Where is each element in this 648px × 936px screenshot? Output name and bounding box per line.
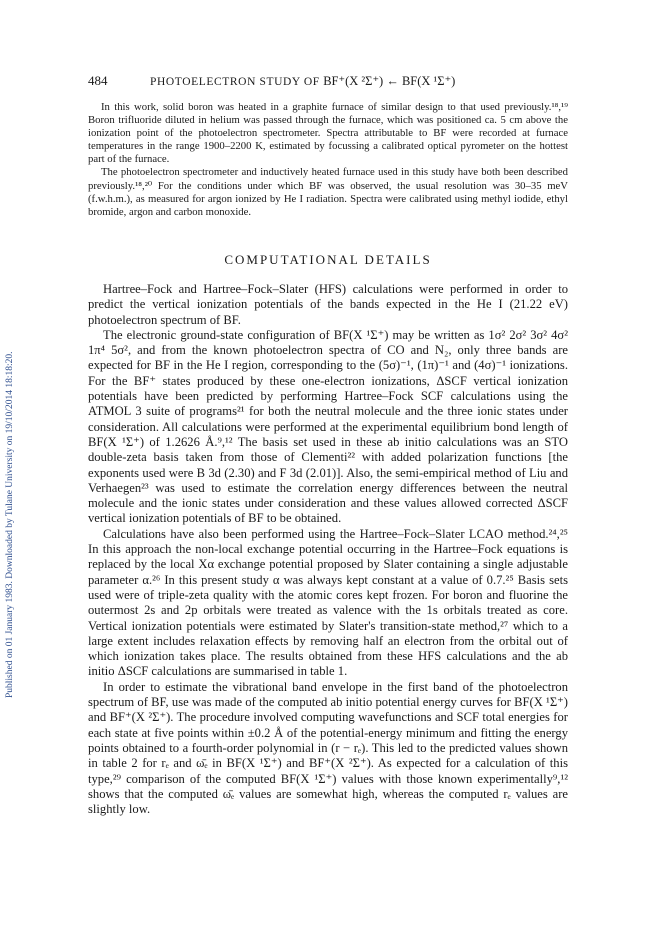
paragraph: In order to estimate the vibrational band envelope in the first band of the photoelectron spectrum of BF, use was made of the computed ab initio potential energy curves for BF(X ¹Σ⁺) and BF⁺(X ²Σ⁺). The procedure involved computing wavefunctions and SCF total energies for each state at five points within ±0.2 Å of the potential-energy minimum and fitting the energy points obtained to a fourth-order polynomial in (r − rₑ). This led to the predicted values shown in table 2 for rₑ and ω̄ₑ in BF(X ¹Σ⁺) and BF⁺(X ²Σ⁺). As expected for a calculation of this type,²⁹ comparison of the computed BF(X ¹Σ⁺) values with those known experimentally⁹,¹² shows that the computed ω̄ₑ values are somewhat high, whereas the computed rₑ values are slightly low. — [88, 679, 568, 817]
section-heading: COMPUTATIONAL DETAILS — [224, 252, 432, 267]
paragraph: Calculations have also been performed using the Hartree–Fock–Slater LCAO method.²⁴,²⁵ In this approach the non-local exchange potential occurring in the Hartree–Fock equations is replaced by the local Xα exchange potential proposed by Slater containing a single adjustable parameter α.²⁶ In this present study α was always kept constant at a value of 0.7.²⁵ Basis sets used were of triple-zeta quality with the atomic cores kept frozen. For boron and fluorine the outermost 2s and 2p orbitals were treated as valence with the 1s orbitals treated as core. Vertical ionization potentials were estimated by Slater's transition-state method,²⁷ which to a large extent includes relaxation effects by removing half an electron from the orbital out of which ionization takes place. The results obtained from these HFS calculations and the ab initio ΔSCF calculations are summarised in table 1. — [88, 526, 568, 679]
paragraph: The electronic ground-state configuration of BF(X ¹Σ⁺) may be written as 1σ² 2σ² 3σ² 4σ² 1π⁴ 5σ², and from the known photoelectron spectra of CO and N₂, only three bands are expected for BF in the He I region, corresponding to the (5σ)⁻¹, (1π)⁻¹ and (4σ)⁻¹ ionizations. For the BF⁺ states produced by these one-electron ionizations, ΔSCF vertical ionization potentials have been predicted by performing Hartree–Fock SCF calculations using the ATMOL 3 suite of programs²¹ for both the neutral molecule and the three ionic states under consideration. All calculations were performed at the experimental equilibrium bond length of BF(X ¹Σ⁺) of 1.2626 Å.⁹,¹² The basis set used in these ab initio calculations was an STO double-zeta basis taken from those of Clementi²² with added polarization functions [the exponents used were B 3d (2.30) and F 3d (2.01)]. Also, the semi-empirical method of Liu and Verhaegen²³ was used to estimate the correlation energy differences between the neutral molecule and the ionic states under consideration and these values allowed corrected ΔSCF vertical ionization potentials of BF to be obtained. — [88, 327, 568, 526]
page-number: 484 — [88, 73, 108, 88]
download-side-note-text: Published on 01 January 1983. Downloaded by Tulane University on 19/10/2014 18:18:20. — [5, 351, 15, 698]
paragraph: In this work, solid boron was heated in a graphite furnace of similar design to that used previously.¹⁸,¹⁹ Boron trifluoride diluted in helium was passed through the furnace, which was positioned ca. 5 cm above the ionization point of the photoelectron spectrometer. Spectra attributable to BF were recorded at furnace temperatures in the range 1900–2200 K, estimated by focussing a calibrated optical pyrometer on the hottest part of the furnace. — [88, 101, 568, 166]
running-head — [150, 73, 455, 89]
computational-text — [88, 282, 568, 817]
paragraph: The photoelectron spectrometer and inductively heated furnace used in this study have both been described previously.¹⁸,²⁰ For the conditions under which BF was observed, the usual resolution was 30–35 meV (f.w.h.m.), as measured for argon ionized by He I radiation. Spectra were calibrated using methyl iodide, ethyl bromide, argon and carbon monoxide. — [88, 166, 568, 218]
experimental-text — [88, 101, 568, 219]
paragraph: Hartree–Fock and Hartree–Fock–Slater (HFS) calculations were performed in order to predict the vertical ionization potentials of the bands expected in the He I (21.22 eV) photoelectron spectrum of BF. — [88, 282, 568, 327]
running-head-text: PHOTOELECTRON STUDY OF — [150, 76, 324, 88]
download-side-note — [3, 140, 17, 700]
running-head-formula: BF⁺(X ²Σ⁺) ← BF(X ¹Σ⁺) — [323, 74, 456, 88]
